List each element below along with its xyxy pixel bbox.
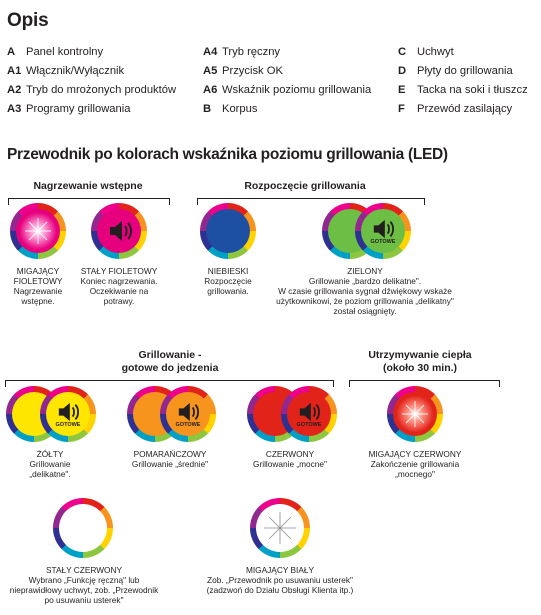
speaker-icon bbox=[297, 401, 321, 423]
caption-blinking-red: MIGAJĄCY CZERWONY Zakończenie grillowania „mocnego" bbox=[368, 449, 462, 479]
caption-green: ZIELONY Grillowanie „bardzo delikatne". W czasie grillowania sygnał dźwiękowy wskaże użytkownikowi, że poziom grillowania „delikatny" został osiągnięty. bbox=[276, 266, 454, 316]
guide-title: Przewodnik po kolorach wskaźnika poziomu grillowania (LED) bbox=[7, 146, 448, 163]
led-green-ready-icon bbox=[355, 203, 411, 259]
led-blinking-violet-icon bbox=[10, 203, 66, 259]
legend-item: A4 Tryb ręczny bbox=[203, 46, 281, 58]
bracket-keepwarm bbox=[349, 380, 500, 387]
caption-red: CZERWONY Grillowanie „mocne" bbox=[253, 449, 327, 469]
legend-item: B Korpus bbox=[203, 103, 258, 115]
legend-item: A Panel kontrolny bbox=[7, 46, 104, 58]
led-steady-violet-icon bbox=[91, 203, 147, 259]
legend-column-2 bbox=[203, 43, 371, 119]
legend-item: A2 Tryb do mrożonych produktów bbox=[7, 84, 177, 96]
section-preheat: Nagrzewanie wstępne bbox=[33, 180, 143, 192]
legend-item: A3 Programy grillowania bbox=[7, 103, 131, 115]
speaker-icon bbox=[56, 401, 80, 423]
legend-column-3 bbox=[398, 43, 528, 119]
blink-rays-icon bbox=[393, 392, 437, 436]
led-orange-ready-icon bbox=[160, 386, 216, 442]
caption-blinking-violet: MIGAJĄCY FIOLETOWY Nagrzewanie wstępne. bbox=[13, 266, 63, 306]
bracket-ready bbox=[5, 380, 334, 387]
section-keepwarm: Utrzymywanie ciepła (około 30 min.) bbox=[368, 349, 472, 374]
legend-item: D Płyty do grillowania bbox=[398, 65, 513, 77]
legend-item: A5 Przycisk OK bbox=[203, 65, 283, 77]
section-title: Opis bbox=[7, 10, 49, 31]
legend-item: C Uchwyt bbox=[398, 46, 454, 58]
led-red-ready-icon bbox=[281, 386, 337, 442]
caption-steady-violet: STAŁY FIOLETOWY Koniec nagrzewania. Oczekiwanie na potrawy. bbox=[80, 266, 158, 306]
legend-item: E Tacka na soki i tłuszcz bbox=[398, 84, 528, 96]
led-blinking-white-icon bbox=[250, 498, 310, 558]
legend-item: A6 Wskaźnik poziomu grillowania bbox=[203, 84, 372, 96]
led-steady-red-icon bbox=[53, 498, 113, 558]
caption-orange: POMARAŃCZOWY Grillowanie „średnie" bbox=[131, 449, 209, 469]
led-yellow-ready-icon bbox=[40, 386, 96, 442]
speaker-icon bbox=[371, 218, 395, 240]
blink-rays-icon bbox=[16, 209, 60, 253]
legend-item: F Przewód zasilający bbox=[398, 103, 513, 115]
section-ready: Grillowanie - gotowe do jedzenia bbox=[121, 349, 219, 374]
blink-rays-icon bbox=[256, 504, 304, 552]
gotowe-label: GOTOWE bbox=[55, 421, 81, 428]
caption-yellow: ŻÓŁTY Grillowanie „delikatne". bbox=[29, 449, 71, 479]
speaker-icon bbox=[107, 218, 133, 244]
legend-column-1 bbox=[7, 43, 176, 119]
caption-blue: NIEBIESKI Rozpoczęcie grillowania. bbox=[204, 266, 252, 296]
caption-steady-red: STAŁY CZERWONY Wybrano „Funkcję ręczną" lub nieprawidłowy uchwyt, zob. „Przewodnik po usuwaniu usterek" bbox=[9, 565, 159, 605]
gotowe-label: GOTOWE bbox=[175, 421, 201, 428]
led-blinking-red-icon bbox=[387, 386, 443, 442]
section-start: Rozpoczęcie grillowania bbox=[244, 180, 366, 192]
speaker-icon bbox=[176, 401, 200, 423]
gotowe-label: GOTOWE bbox=[296, 421, 322, 428]
gotowe-label: GOTOWE bbox=[370, 238, 396, 245]
legend-item: A1 Włącznik/Wyłącznik bbox=[7, 65, 125, 77]
led-blue-icon bbox=[200, 203, 256, 259]
caption-blinking-white: MIGAJĄCY BIAŁY Zob. „Przewodnik po usuwaniu usterek" (zadzwoń do Działu Obsługi Klienta itp.) bbox=[206, 565, 354, 595]
